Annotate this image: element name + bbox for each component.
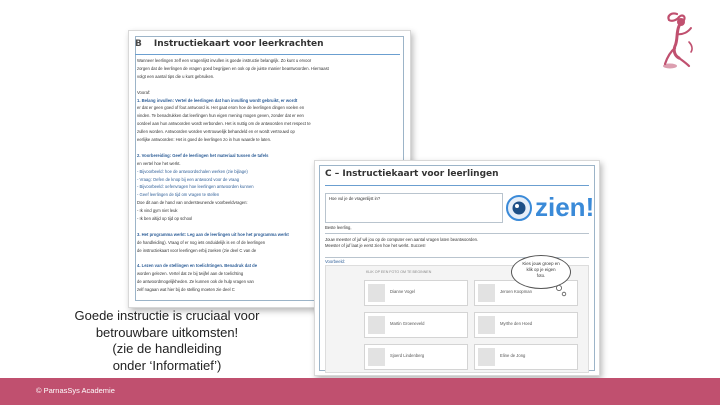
body-line-1: Jouw meester of juf wil jou op de computer een aantal vragen laten beantwoorden. (325, 237, 479, 242)
card-b-letter: B (135, 39, 142, 49)
student-photo (478, 284, 495, 302)
card-b-line: en vertel hoe het werkt. (137, 160, 181, 166)
student-name: Martin Groeneveld (390, 321, 425, 326)
caption-line: Goede instructie is cruciaal voor (74, 308, 260, 323)
card-b-line: vinden. Te benadrukken dat leerlingen hun eigen mening mogen geven, zonder dat er een (137, 113, 304, 119)
divider (325, 233, 589, 234)
card-b-line: er dat er geen goed of fout antwoord is. Het gaat erom hoe de leerlingen dingen voelen en (137, 105, 305, 111)
card-b-line: eerlijke antwoorden: Het is goed de leerlingen zo in hun waarde te laten. (137, 137, 272, 142)
footer-copyright: © ParnasSys Academie (36, 386, 115, 395)
student-photo (368, 316, 385, 334)
card-b-line: oordeel aan hun antwoorden wordt verbonden. Het is nuttig om de antwoorden met respect te (137, 121, 311, 127)
question-prompt: Hoe vul je de vragenlijst in? (329, 196, 381, 201)
greeting: Beste leerling, (325, 225, 352, 230)
student-tile[interactable] (364, 280, 468, 306)
zien-logo (505, 192, 595, 224)
student-photo (478, 316, 495, 334)
bubble-text: Kies jouw groep en klik op je eigen foto. (522, 261, 560, 278)
question-box (325, 193, 503, 223)
card-b-line: - Vraag: Oefen de knop bij een antwoord voor de vraag (137, 176, 240, 182)
caption-line: betrouwbare uitkomsten! (95, 324, 239, 340)
card-b-line: de antwoordmogelijkheden. Ze kunnen ook de hulp vragen van (137, 279, 254, 285)
card-b-line: Vooraf: (137, 89, 151, 95)
student-instruction-card (314, 160, 600, 376)
student-tile[interactable] (364, 312, 468, 338)
caption-line: onder ‘Informatief’) (112, 357, 222, 373)
card-b-heading: Instructiekaart voor leerkrachten (153, 39, 324, 49)
card-b-line: de instructiekaart voor leerlingen erbij zoeken (zie deel C van de (137, 247, 257, 253)
body-line-2: Meester of juf laat je eerst zien hoe het werkt. Succes! (325, 243, 426, 248)
student-name: Sjoerd Lindenberg (390, 353, 425, 358)
card-b-line: - Ik vind gym niet leuk (137, 208, 178, 214)
ink-figure-logo-icon (655, 8, 701, 70)
card-b-line: 4. Lezen van de stellingen en toelichtingen. Benadruk dat de (137, 263, 258, 269)
title-rule (325, 185, 589, 186)
student-photo (368, 348, 385, 366)
card-b-line: Wanneer leerlingen zelf een vragenlijst invullen is goede instructie belangrijk. Zo kunt u ervoor (137, 58, 312, 63)
student-name: Myrthe den Hoed (500, 321, 533, 326)
card-b-line: 3. Het programma werkt: Leg aan de leerlingen uit hoe het programma werkt (137, 231, 289, 237)
card-c-title: C – Instructiekaart voor leerlingen (325, 169, 499, 179)
card-b-line: worden gelezen. Vertel dat ze bij twijfel aan de toelichting (137, 271, 244, 277)
card-b-line: volgt een aantal tips die u kunt gebruiken. (137, 73, 215, 79)
bubble-tail-icon (555, 285, 569, 299)
student-tile[interactable] (474, 312, 578, 338)
card-b-title (135, 39, 324, 49)
card-b-line: zelf nagaan wat hier bij de stelling moeten zie deel C (137, 287, 235, 293)
panel-header: KLIK OP EEN FOTO OM TE BEGINNEN (366, 270, 432, 274)
card-b-line: 2. Voorbereiding: Geef de leerlingen het materiaal tussen de tafels (137, 152, 269, 158)
student-name: Eline de Jong (500, 353, 526, 358)
footer-bar (0, 378, 720, 405)
student-photo (478, 348, 495, 366)
title-rule (135, 54, 400, 55)
card-b-line: de handleiding). Vraag of er nog iets onduidelijk is en of de leerlingen (137, 239, 266, 245)
card-b-line: 1. Belang invullen: Vertel de leerlingen dat hun invulling wordt gebruikt, er wordt (137, 97, 298, 103)
student-name: Jeroen Koopman (500, 289, 532, 294)
caption-line: (zie de handleiding (112, 341, 222, 356)
student-photo (368, 284, 385, 302)
card-b-line: - Geef leerlingen de tijd om vragen te stellen (137, 192, 220, 198)
slide-caption (52, 308, 282, 374)
card-b-line: - Bijvoorbeeld: oefenvragen hoe leerlingen antwoorden kunnen (137, 184, 254, 190)
card-b-line: - Bijvoorbeeld: hoe de antwoordschalen werken (zie bijlage) (137, 168, 248, 174)
section-label: Voorbeeld: (325, 259, 346, 264)
student-name: Dianne Vogel (390, 289, 415, 294)
student-tile[interactable] (364, 344, 468, 370)
card-b-line: Doe dit aan de hand van ondersteunende voorbeeldvragen: (137, 200, 248, 206)
card-b-line: zullen worden. Antwoorden worden vertrouwelijk behandeld en er wordt vertrouwd op (137, 129, 295, 135)
logo-text: zien! (535, 192, 595, 222)
card-b-line: zorgen dat de leerlingen de vragen goed begrijpen en ook op de juiste manier beantwoorden. Hiernaast (137, 65, 329, 71)
card-b-line: - Ik ben altijd op tijd op school (137, 216, 193, 221)
student-tile[interactable] (474, 344, 578, 370)
thought-bubble (511, 255, 571, 289)
